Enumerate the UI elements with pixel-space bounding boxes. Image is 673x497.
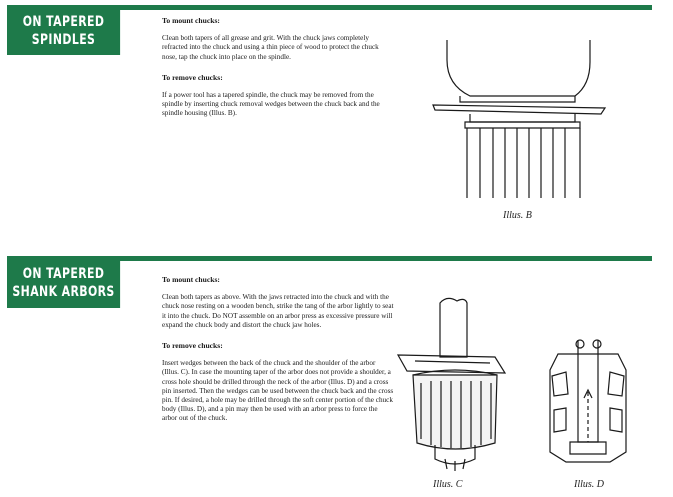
section-2-text (162, 275, 394, 435)
illus-c-drawing (395, 293, 515, 475)
section-1-tab (7, 7, 120, 55)
mount-text-2: Clean both tapers as above. With the jaws retracted into the chuck and with the chuck nose resting on a wooden bench, strike the tang of the arbor lightly to seat it into the chuck. Do NOT assemble on an arbor press as excessive pressure will expand the chuck body and distort the chuck jaw holes. (162, 293, 394, 329)
caption-illus-c: Illus. C (433, 479, 463, 490)
illus-d-drawing (540, 330, 635, 470)
remove-text-1: If a power tool has a tapered spindle, the chuck may be removed from the spindle by inserting chuck removal wedges between the chuck back and the spindle housing (Illus. B). (162, 91, 380, 118)
remove-heading-1: To remove chucks: (162, 72, 223, 82)
remove-heading-2: To remove chucks: (162, 341, 223, 351)
mount-heading-1: To mount chucks: (162, 16, 220, 25)
caption-illus-b: Illus. B (503, 210, 532, 221)
remove-text-2: Insert wedges between the back of the chuck and the shoulder of the arbor (Illus. C). In case the mounting taper of the arbor does not provide a shoulder, a cross hole should be drilled through the neck of the arbor (Illus. D) and a cross pin inserted. Then the wedges can be used between the chuck back and the cross pin. If desired, a hole may be drilled through the soft center portion of the chuck body (Illus. D), and a pin may then be used with an arbor press to force the arbor out of the chuck. (162, 359, 394, 423)
section-1-title: ON TAPERED SPINDLES (22, 14, 105, 48)
illus-b-drawing (425, 40, 625, 205)
caption-illus-d: Illus. D (574, 479, 604, 490)
section-2-title: ON TAPERED SHANK ARBORS (12, 266, 115, 300)
section-2-tab (7, 258, 120, 308)
section-1-text (162, 16, 394, 130)
mount-text-1: Clean both tapers of all grease and grit. With the chuck jaws completely refracted into the chuck and using a thin piece of wood to protect the chuck nose, tap the chuck into place on the spindle. (162, 34, 379, 61)
mount-heading-2: To mount chucks: (162, 275, 220, 284)
